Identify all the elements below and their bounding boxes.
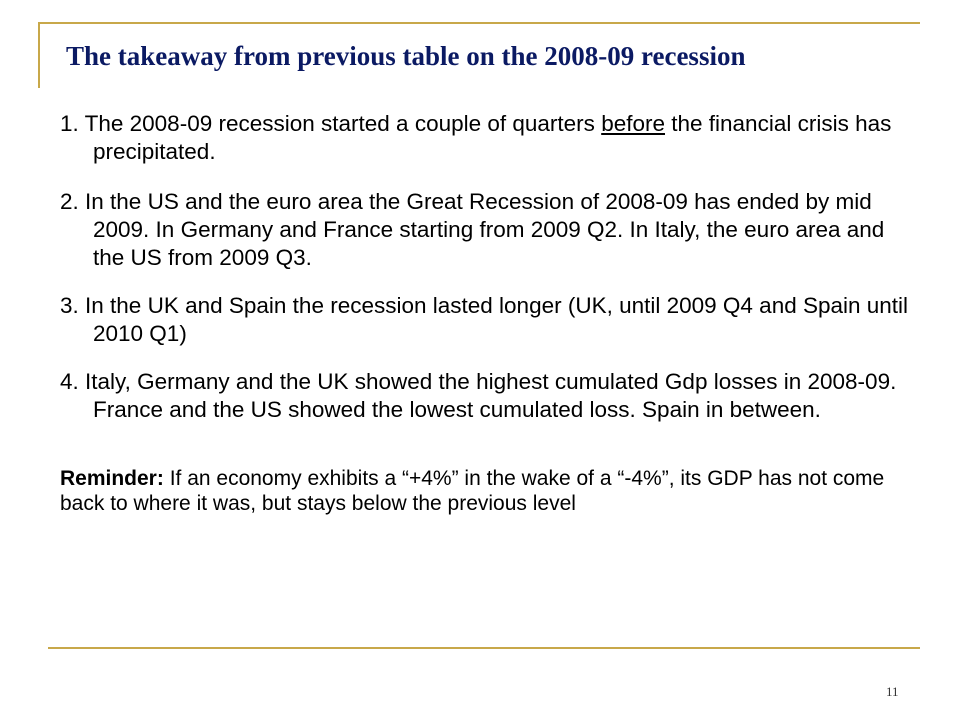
point-number: 3. <box>60 293 79 318</box>
point-text: In the US and the euro area the Great Recession of 2008-09 has ended by mid 2009. In Germany and France starting from 2009 Q2. In Italy, the euro area and the US from 2009 Q3. <box>85 189 885 270</box>
point-text: Italy, Germany and the UK showed the highest cumulated Gdp losses in 2008-09. France and the US showed the lowest cumulated loss. Spain in between. <box>85 369 897 422</box>
point-number: 1. <box>60 111 79 136</box>
page-number: 11 <box>886 684 899 699</box>
point-emphasis: before <box>601 111 665 136</box>
bottom-divider-line <box>48 647 920 649</box>
point-text: In the UK and Spain the recession lasted longer (UK, until 2009 Q4 and Spain until 2010 Q1) <box>85 293 909 346</box>
reminder-note <box>60 466 900 516</box>
top-divider-line <box>40 22 920 24</box>
reminder-text: If an economy exhibits a “+4%” in the wake of a “-4%”, its GDP has not come back to where it was, but stays below the previous level <box>60 467 885 515</box>
point-text-before: The 2008-09 recession started a couple of quarters <box>84 111 602 136</box>
takeaway-point-1 <box>60 110 920 166</box>
reminder-label: Reminder: <box>60 467 164 490</box>
point-number: 4. <box>60 369 79 394</box>
point-number: 2. <box>60 189 79 214</box>
slide-title: The takeaway from previous table on the 2008-09 recession <box>66 41 746 71</box>
takeaway-point-4 <box>60 368 920 424</box>
left-accent-line <box>38 22 40 88</box>
slide-body <box>60 110 920 537</box>
takeaway-point-2 <box>60 188 920 272</box>
point-text-after: the financial crisis has precipitated. <box>93 111 892 164</box>
takeaway-point-3 <box>60 292 920 348</box>
